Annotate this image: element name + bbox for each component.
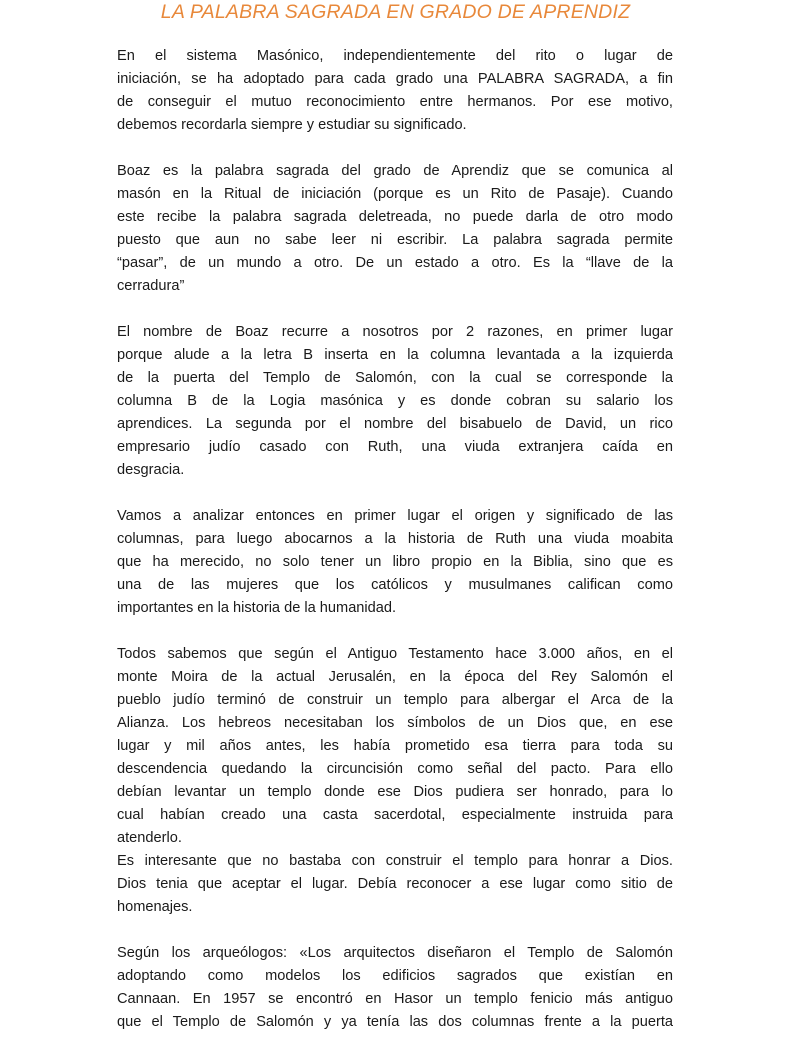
text-line: porque alude a la letra B inserta en la columna levantada a la izquierda (117, 347, 673, 363)
paragraph (117, 505, 673, 620)
paragraph (117, 321, 673, 482)
text-line: empresario judío casado con Ruth, una viuda extranjera caída en (117, 439, 673, 455)
text-line: importantes en la historia de la humanidad. (117, 600, 397, 616)
text-line: atenderlo. (117, 830, 182, 846)
text-line: homenajes. (117, 899, 193, 915)
document-title: LA PALABRA SAGRADA EN GRADO DE APRENDIZ (160, 1, 631, 23)
text-line: una de las mujeres que los católicos y musulmanes califican como (117, 577, 673, 593)
text-line: de conseguir el mutuo reconocimiento entre hermanos. Por ese motivo, (117, 94, 673, 110)
text-line: debemos recordarla siempre y estudiar su significado. (117, 117, 467, 133)
text-line: Dios tenia que aceptar el lugar. Debía reconocer a ese lugar como sitio de (117, 876, 673, 892)
paragraph (117, 643, 673, 850)
paragraph (117, 45, 673, 137)
text-line: desgracia. (117, 462, 185, 478)
text-line: aprendices. La segunda por el nombre del bisabuelo de David, un rico (117, 416, 673, 432)
text-line: Alianza. Los hebreos necesitaban los símbolos de un Dios que, en ese (117, 715, 673, 731)
text-line: que el Templo de Salomón y ya tenía las dos columnas frente a la puerta (117, 1014, 673, 1030)
text-line: masón en la Ritual de iniciación (porque es un Rito de Pasaje). Cuando (117, 186, 673, 202)
text-line: debían levantar un templo donde ese Dios pudiera ser honrado, para lo (117, 784, 673, 800)
text-line: adoptando como modelos los edificios sagrados que existían en (117, 968, 673, 984)
text-line: Boaz es la palabra sagrada del grado de Aprendiz que se comunica al (117, 163, 673, 179)
text-line: monte Moira de la actual Jerusalén, en la época del Rey Salomón el (117, 669, 673, 685)
paragraph (117, 850, 673, 919)
text-line: cerradura” (117, 278, 185, 294)
text-line: En el sistema Masónico, independientemente del rito o lugar de (117, 48, 673, 64)
text-line: puesto que aun no sabe leer ni escribir. La palabra sagrada permite (117, 232, 673, 248)
text-line: descendencia quedando la circuncisión como señal del pacto. Para ello (117, 761, 673, 777)
paragraph (117, 942, 673, 1034)
text-line: Vamos a analizar entonces en primer lugar el origen y significado de las (117, 508, 673, 524)
text-line: iniciación, se ha adoptado para cada grado una PALABRA SAGRADA, a fin (117, 71, 673, 87)
text-line: Todos sabemos que según el Antiguo Testamento hace 3.000 años, en el (117, 646, 673, 662)
text-line: columna B de la Logia masónica y es donde cobran su salario los (117, 393, 673, 409)
text-line: Según los arqueólogos: «Los arquitectos diseñaron el Templo de Salomón (117, 945, 673, 961)
text-line: Cannaan. En 1957 se encontró en Hasor un templo fenicio más antiguo (117, 991, 673, 1007)
text-line: columnas, para luego abocarnos a la historia de Ruth una viuda moabita (117, 531, 673, 547)
text-line: Es interesante que no bastaba con construir el templo para honrar a Dios. (117, 853, 673, 869)
text-line: que ha merecido, no solo tener un libro propio en la Biblia, sino que es (117, 554, 673, 570)
text-line: cual habían creado una casta sacerdotal, especialmente instruida para (117, 807, 673, 823)
text-line: este recibe la palabra sagrada deletreada, no puede darla de otro modo (117, 209, 673, 225)
document-body (117, 45, 673, 1057)
text-line: pueblo judío terminó de construir un templo para albergar el Arca de la (117, 692, 673, 708)
text-line: lugar y mil años antes, les había prometido esa tierra para toda su (117, 738, 673, 754)
paragraph (117, 160, 673, 298)
text-line: de la puerta del Templo de Salomón, con la cual se corresponde la (117, 370, 673, 386)
text-line: “pasar”, de un mundo a otro. De un estado a otro. Es la “llave de la (117, 255, 673, 271)
text-line: El nombre de Boaz recurre a nosotros por 2 razones, en primer lugar (117, 324, 673, 340)
